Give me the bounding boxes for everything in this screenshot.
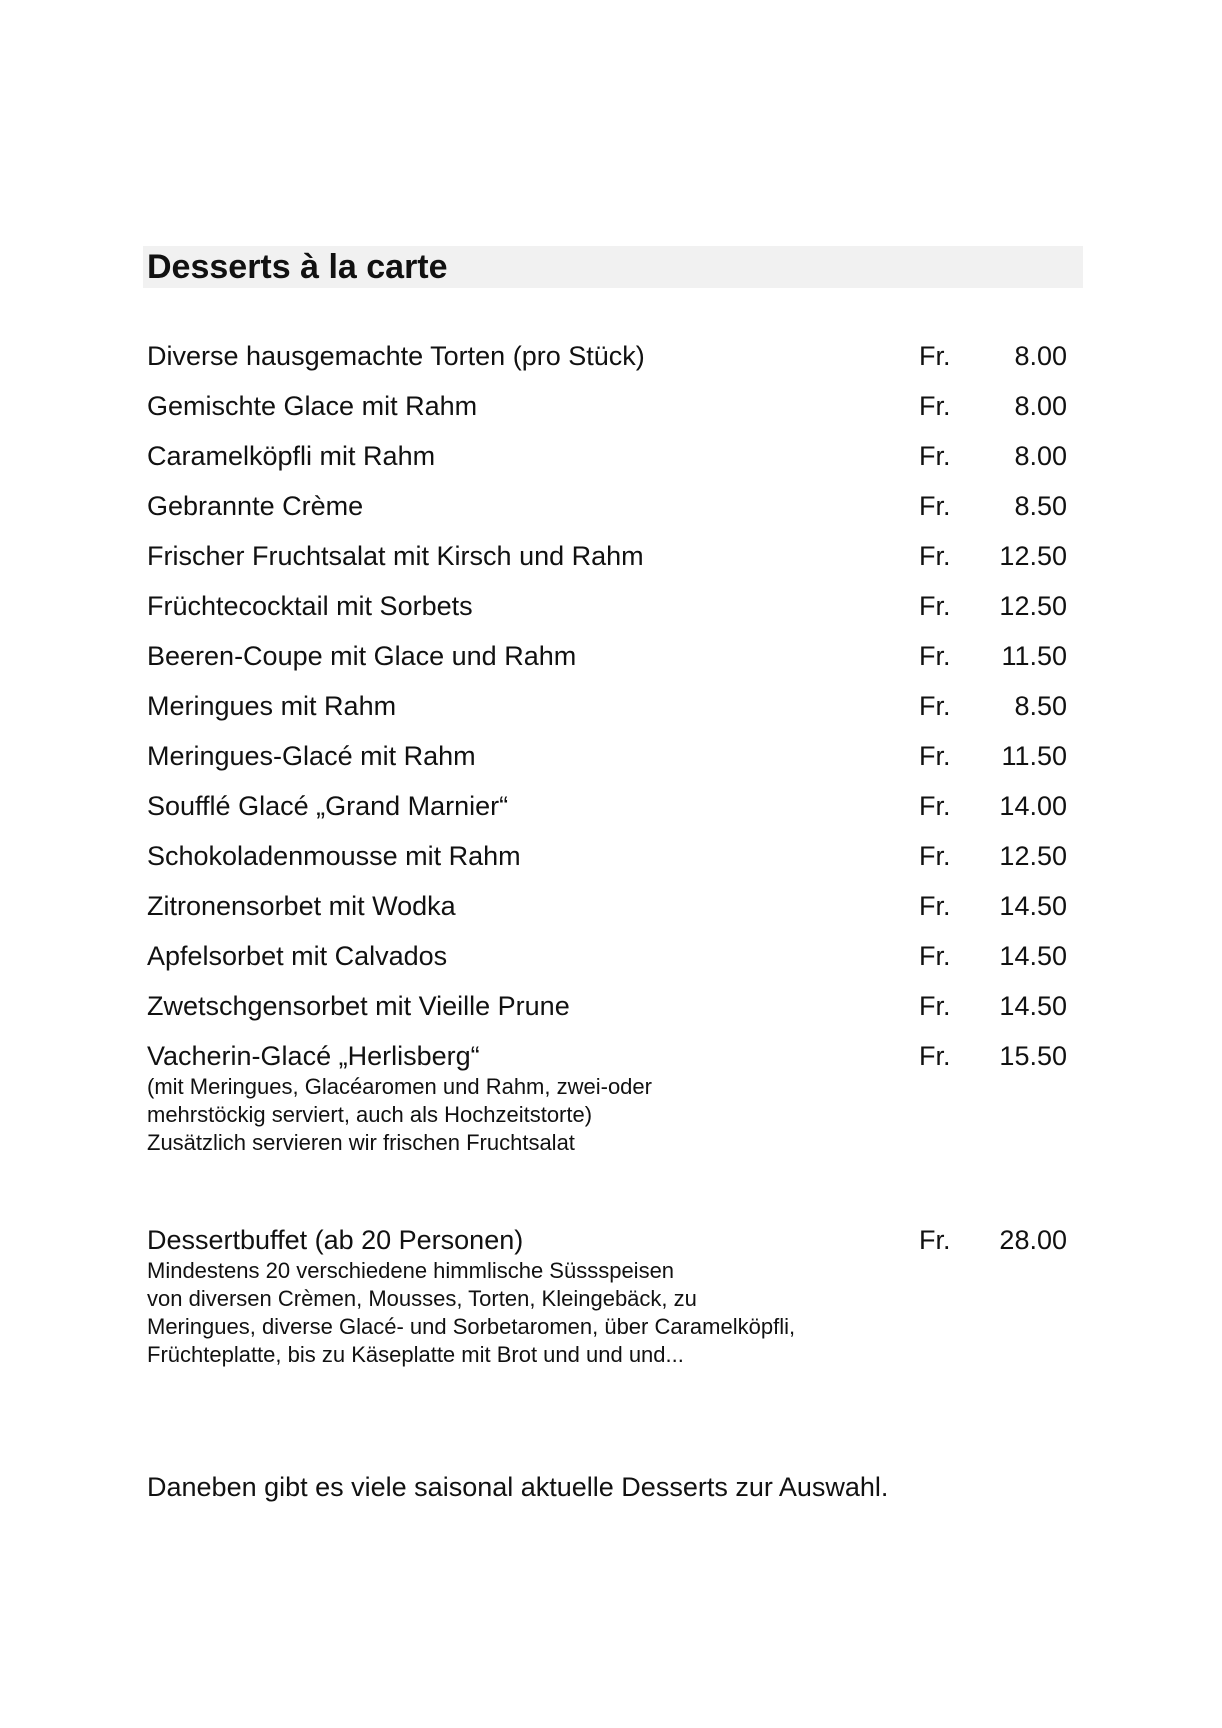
item-currency: Fr. bbox=[919, 691, 951, 721]
dessert-buffet bbox=[147, 1217, 1067, 1379]
item-note: Zusätzlich servieren wir frischen Fruchtsalat bbox=[147, 1130, 575, 1155]
page-title: Desserts à la carte bbox=[147, 248, 448, 286]
item-price: 8.50 bbox=[1014, 491, 1067, 521]
item-price: 11.50 bbox=[1001, 741, 1067, 771]
item-currency: Fr. bbox=[919, 791, 951, 821]
item-name: Zitronensorbet mit Wodka bbox=[147, 891, 456, 921]
item-currency: Fr. bbox=[919, 591, 951, 621]
item-currency: Fr. bbox=[919, 891, 951, 921]
item-currency: Fr. bbox=[919, 1225, 951, 1255]
item-name: Früchtecocktail mit Sorbets bbox=[147, 591, 473, 621]
item-name: Gebrannte Crème bbox=[147, 491, 364, 521]
item-price: 12.50 bbox=[999, 591, 1067, 621]
item-note: (mit Meringues, Glacéaromen und Rahm, zwei-oder bbox=[147, 1074, 652, 1099]
footer-note: Daneben gibt es viele saisonal aktuelle Desserts zur Auswahl. bbox=[147, 1472, 889, 1502]
menu-item bbox=[147, 783, 1067, 833]
item-currency: Fr. bbox=[919, 991, 951, 1021]
item-price: 12.50 bbox=[999, 541, 1067, 571]
title-bar bbox=[143, 246, 1083, 288]
item-currency: Fr. bbox=[919, 841, 951, 871]
item-name: Meringues mit Rahm bbox=[147, 691, 397, 721]
item-name: Diverse hausgemachte Torten (pro Stück) bbox=[147, 341, 645, 371]
vacherin-description bbox=[147, 1073, 1067, 1157]
item-name: Soufflé Glacé „Grand Marnier“ bbox=[147, 791, 509, 821]
item-name: Caramelköpfli mit Rahm bbox=[147, 441, 436, 471]
menu-item bbox=[147, 633, 1067, 683]
item-note: Früchteplatte, bis zu Käseplatte mit Brot und und und... bbox=[147, 1342, 684, 1367]
menu-item bbox=[147, 683, 1067, 733]
item-note: Mindestens 20 verschiedene himmlische Süssspeisen bbox=[147, 1258, 675, 1283]
item-price: 14.50 bbox=[999, 891, 1067, 921]
item-note: von diversen Crèmen, Mousses, Torten, Kleingebäck, zu bbox=[147, 1286, 697, 1311]
item-name: Vacherin-Glacé „Herlisberg“ bbox=[147, 1041, 480, 1071]
menu-item bbox=[147, 483, 1067, 533]
item-name: Beeren-Coupe mit Glace und Rahm bbox=[147, 641, 577, 671]
menu-item bbox=[147, 433, 1067, 483]
menu-item bbox=[147, 383, 1067, 433]
item-currency: Fr. bbox=[919, 341, 951, 371]
item-price: 8.00 bbox=[1014, 441, 1067, 471]
menu-item bbox=[147, 933, 1067, 983]
item-price: 14.50 bbox=[999, 991, 1067, 1021]
menu-item bbox=[147, 983, 1067, 1033]
item-price: 12.50 bbox=[999, 841, 1067, 871]
menu-item bbox=[147, 333, 1067, 383]
item-currency: Fr. bbox=[919, 541, 951, 571]
menu-item bbox=[147, 883, 1067, 933]
dessert-list bbox=[147, 333, 1067, 1167]
item-price: 14.50 bbox=[999, 941, 1067, 971]
menu-item bbox=[147, 733, 1067, 783]
item-price: 15.50 bbox=[999, 1041, 1067, 1071]
item-note: Meringues, diverse Glacé- und Sorbetaromen, über Caramelköpfli, bbox=[147, 1314, 796, 1339]
buffet-description bbox=[147, 1257, 1067, 1369]
item-price: 8.50 bbox=[1014, 691, 1067, 721]
item-currency: Fr. bbox=[919, 941, 951, 971]
item-price: 28.00 bbox=[999, 1225, 1067, 1255]
item-currency: Fr. bbox=[919, 441, 951, 471]
item-name: Meringues-Glacé mit Rahm bbox=[147, 741, 476, 771]
item-price: 14.00 bbox=[999, 791, 1067, 821]
item-name: Zwetschgensorbet mit Vieille Prune bbox=[147, 991, 570, 1021]
item-name: Schokoladenmousse mit Rahm bbox=[147, 841, 521, 871]
item-currency: Fr. bbox=[919, 641, 951, 671]
item-price: 8.00 bbox=[1014, 391, 1067, 421]
menu-item bbox=[147, 533, 1067, 583]
item-currency: Fr. bbox=[919, 491, 951, 521]
item-price: 11.50 bbox=[1001, 641, 1067, 671]
item-name: Gemischte Glace mit Rahm bbox=[147, 391, 478, 421]
item-name: Frischer Fruchtsalat mit Kirsch und Rahm bbox=[147, 541, 644, 571]
item-currency: Fr. bbox=[919, 1041, 951, 1071]
menu-item bbox=[147, 833, 1067, 883]
item-currency: Fr. bbox=[919, 391, 951, 421]
item-note: mehrstöckig serviert, auch als Hochzeitstorte) bbox=[147, 1102, 593, 1127]
item-price: 8.00 bbox=[1014, 341, 1067, 371]
item-name: Dessertbuffet (ab 20 Personen) bbox=[147, 1225, 524, 1255]
item-name: Apfelsorbet mit Calvados bbox=[147, 941, 448, 971]
menu-item bbox=[147, 583, 1067, 633]
item-currency: Fr. bbox=[919, 741, 951, 771]
